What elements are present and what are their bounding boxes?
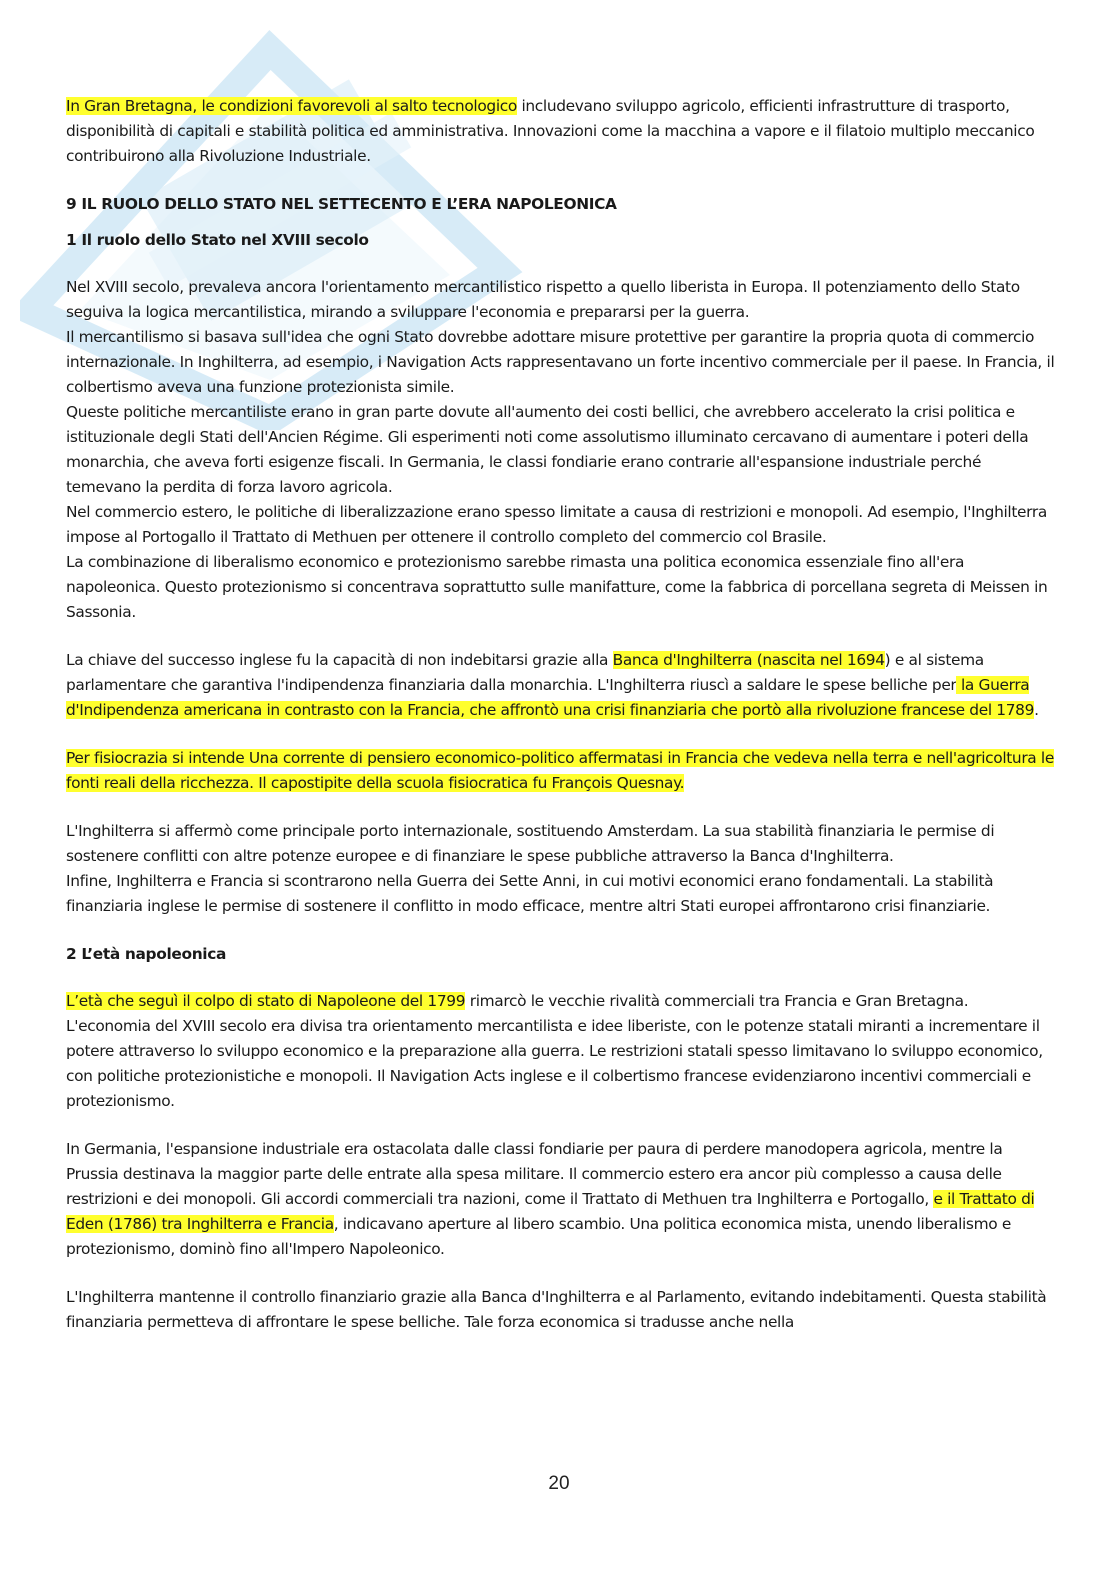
section-title-2: 2 L’età napoleonica <box>66 945 227 963</box>
section-title-1: 1 Il ruolo dello Stato nel XVIII secolo <box>66 231 369 249</box>
paragraph: Queste politiche mercantiliste erano in gran parte dovute all'aumento dei costi bellici, che avrebbero accelerato la crisi politica e istituzionale degli Stati dell'Ancien Régime. Gli esperimenti noti come assolutismo illuminato cercavano di aumentare i poteri della monarchia, che aveva forti esigenze fiscali. In Germania, le classi fondiarie erano contrarie all'espansione industriale perché temevano la perdita di forza lavoro agricola. <box>66 403 1029 496</box>
paragraph: L'economia del XVIII secolo era divisa tra orientamento mercantilista e idee liberiste, con le potenze statali miranti a incrementare il potere attraverso lo sviluppo economico e la preparazione alla guerra. Le restrizioni statali spesso limitavano lo sviluppo economico, con politiche protezionistiche e monopoli. Il Navigation Acts inglese e il colbertismo francese evidenziarono incentivi commerciali e protezionismo. <box>66 1017 1043 1110</box>
paragraph-germany <box>66 1137 1056 1262</box>
highlight-text: L’età che seguì il colpo di stato di Napoleone del 1799 <box>66 992 466 1010</box>
text-run: rimarcò le vecchie rivalità commerciali tra Francia e Gran Bretagna. <box>465 992 969 1010</box>
highlight-text: Banca d'Inghilterra (nascita nel 1694 <box>612 651 885 669</box>
paragraph-napoleon <box>66 989 1056 1014</box>
chapter-title: 9 IL RUOLO DELLO STATO NEL SETTECENTO E L’ERA NAPOLEONICA <box>66 195 617 213</box>
document-body <box>66 94 1056 1335</box>
paragraph: La combinazione di liberalismo economico e protezionismo sarebbe rimasta una politica economica essenziale fino all'era napoleonica. Questo protezionismo si concentrava soprattutto sulle manifatture, come la fabbrica di porcellana segreta di Meissen in Sassonia. <box>66 553 1048 621</box>
text-run: . <box>1034 701 1039 719</box>
paragraph: L'Inghilterra mantenne il controllo finanziario grazie alla Banca d'Inghilterra e al Parlamento, evitando indebitamenti. Questa stabilità finanziaria permetteva di affrontare le spese belliche. Tale forza economica si tradusse anche nella <box>66 1288 1047 1331</box>
paragraph: Nel commercio estero, le politiche di liberalizzazione erano spesso limitate a causa di restrizioni e monopoli. Ad esempio, l'Inghilterra impose al Portogallo il Trattato di Methuen per ottenere il controllo completo del commercio col Brasile. <box>66 503 1047 546</box>
page-number: 20 <box>548 1473 570 1494</box>
highlight-text: Per fisiocrazia si intende Una corrente di pensiero economico-politico affermatasi in Francia che vedeva nella terra e nell'agricoltura le fonti reali della ricchezza. Il capostipite della scuola fisiocratica fu François Quesnay. <box>66 749 1054 792</box>
highlight-text: e il Trattato di Eden (1786) tra Inghilterra e Francia <box>66 1190 1035 1233</box>
paragraph-intro <box>66 94 1056 169</box>
text-run: ) e al sistema parlamentare che garantiva l'indipendenza finanziaria dalla monarchia. L'Inghilterra riuscì a saldare le spese belliche per <box>66 651 984 694</box>
highlight-text: la Guerra d'Indipendenza americana in contrasto con la Francia, che affrontò una crisi finanziaria che portò alla rivoluzione francese del 1789 <box>66 676 1035 719</box>
text-run: La chiave del successo inglese fu la capacità di non indebitarsi grazie alla <box>66 651 613 669</box>
paragraph-fisiocrazia <box>66 746 1056 796</box>
text-run: includevano sviluppo agricolo, efficienti infrastrutture di trasporto, disponibilità di capitali e stabilità politica ed amministrativa. Innovazioni come la macchina a vapore e il filatoio multiplo meccanico contribuirono alla Rivoluzione Industriale. <box>66 97 1035 165</box>
paragraph-bank <box>66 648 1056 723</box>
text-run: In Germania, l'espansione industriale era ostacolata dalle classi fondiarie per paura di perdere manodopera agricola, mentre la Prussia destinava la maggior parte delle entrate alla spesa militare. Il commercio estero era ancor più complesso a causa delle restrizioni e dei monopoli. Gli accordi commerciali tra nazioni, come il Trattato di Methuen tra Inghilterra e Portogallo, <box>66 1140 1003 1208</box>
highlight-text: In Gran Bretagna, le condizioni favorevoli al salto tecnologico <box>66 97 517 115</box>
paragraph: L'Inghilterra si affermò come principale porto internazionale, sostituendo Amsterdam. La sua stabilità finanziaria le permise di sostenere conflitti con altre potenze europee e di finanziare le spese pubbliche attraverso la Banca d'Inghilterra. <box>66 822 995 865</box>
paragraph: Nel XVIII secolo, prevaleva ancora l'orientamento mercantilistico rispetto a quello liberista in Europa. Il potenziamento dello Stato seguiva la logica mercantilistica, mirando a sviluppare l'economia e prepararsi per la guerra. <box>66 278 1020 321</box>
paragraph: Il mercantilismo si basava sull'idea che ogni Stato dovrebbe adottare misure protettive per garantire la propria quota di commercio internazionale. In Inghilterra, ad esempio, i Navigation Acts rappresentavano un forte incentivo commerciale per il paese. In Francia, il colbertismo aveva una funzione protezionista simile. <box>66 328 1055 396</box>
paragraph: Infine, Inghilterra e Francia si scontrarono nella Guerra dei Sette Anni, in cui motivi economici erano fondamentali. La stabilità finanziaria inglese le permise di sostenere il conflitto in modo efficace, mentre altri Stati europei affrontarono crisi finanziarie. <box>66 872 994 915</box>
text-run: , indicavano aperture al libero scambio. Una politica economica mista, unendo liberalismo e protezionismo, dominò fino all'Impero Napoleonico. <box>66 1215 1011 1258</box>
